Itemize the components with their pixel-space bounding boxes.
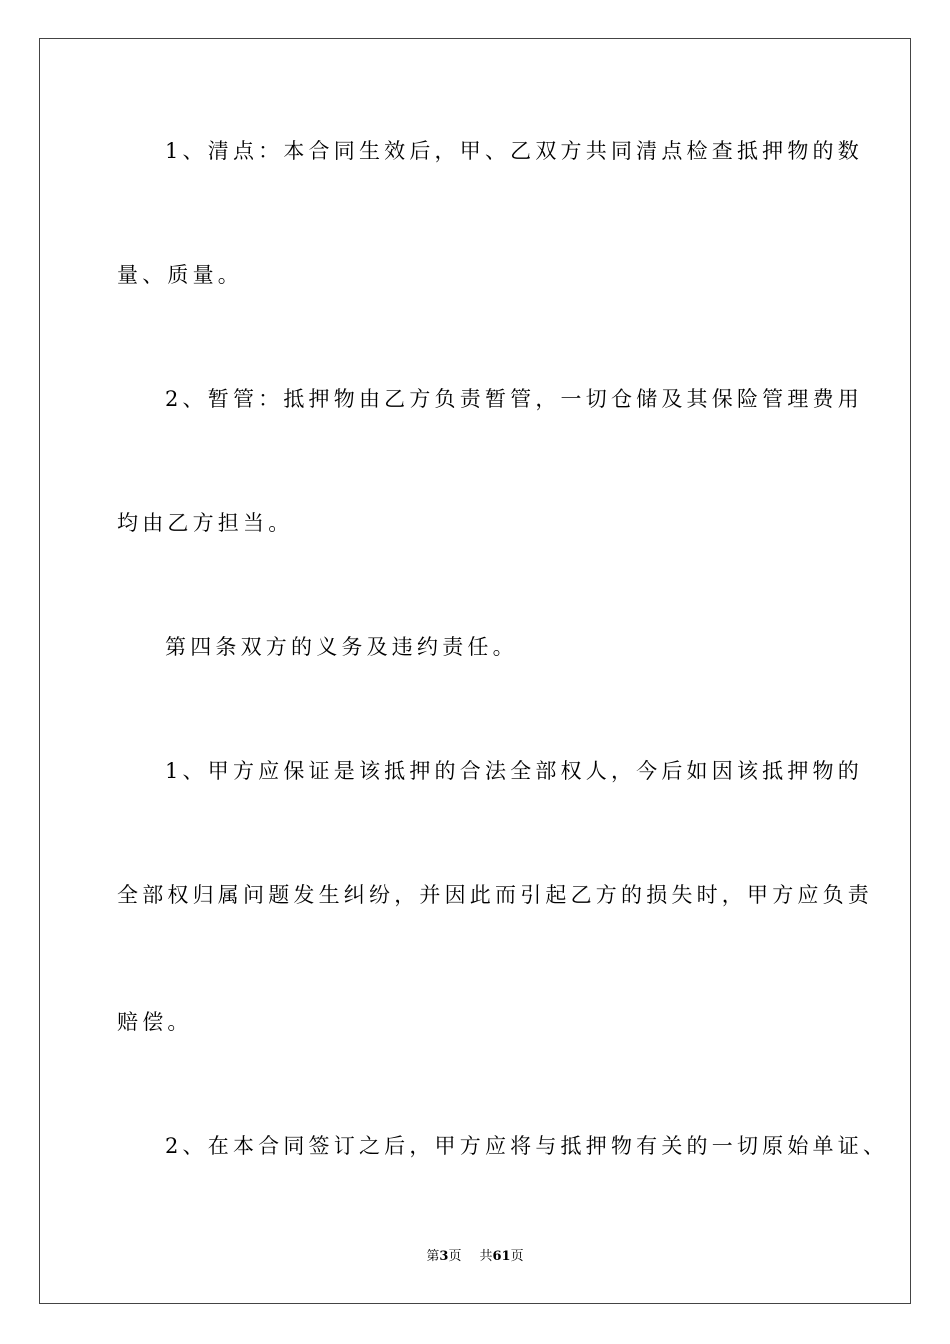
paragraph-line: 2、在本合同签订之后，甲方应将与抵押物有关的一切原始单证、 bbox=[165, 1134, 889, 1158]
total-pages: 61 bbox=[492, 1249, 511, 1264]
paragraph-line: 2、暂管：抵押物由乙方负责暂管，一切仓储及其保险管理费用 bbox=[165, 387, 863, 411]
page-border bbox=[39, 38, 911, 1304]
total-suffix: 页 bbox=[510, 1249, 524, 1264]
page-footer bbox=[0, 1249, 950, 1265]
paragraph-line: 全部权归属问题发生纠纷，并因此而引起乙方的损失时，甲方应负责 bbox=[117, 883, 873, 907]
section-heading: 第四条双方的义务及违约责任。 bbox=[165, 635, 518, 659]
paragraph-line: 赔偿。 bbox=[117, 1010, 193, 1034]
paragraph-line: 均由乙方担当。 bbox=[117, 511, 294, 535]
page-number: 3 bbox=[439, 1249, 449, 1264]
paragraph-line: 量、质量。 bbox=[117, 263, 243, 287]
page-prefix: 第 bbox=[426, 1249, 440, 1264]
paragraph-line: 1、甲方应保证是该抵押的合法全部权人，今后如因该抵押物的 bbox=[165, 759, 863, 783]
paragraph-line: 1、清点：本合同生效后，甲、乙双方共同清点检查抵押物的数 bbox=[165, 139, 863, 163]
total-prefix: 共 bbox=[479, 1249, 493, 1264]
page-suffix: 页 bbox=[448, 1249, 462, 1264]
